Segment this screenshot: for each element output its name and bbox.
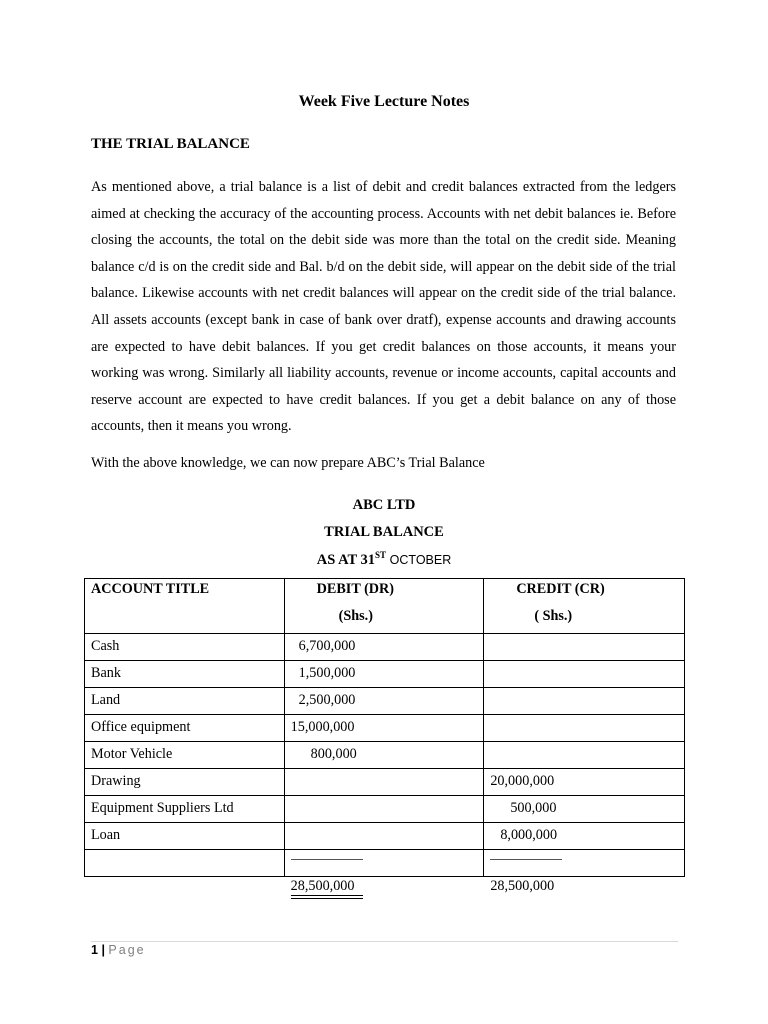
header-credit-unit: ( Shs.) (534, 608, 573, 624)
account-cell: Bank (85, 661, 285, 688)
credit-cell (484, 661, 685, 688)
debit-cell (284, 823, 484, 850)
table-row (85, 796, 685, 823)
total-rule (490, 859, 562, 860)
debit-total-cell (284, 850, 484, 894)
page-number: 1 (91, 943, 98, 957)
credit-cell: 8,000,000 (484, 823, 685, 850)
header-debit-unit: (Shs.) (338, 608, 373, 624)
trial-balance-table (84, 578, 685, 894)
section-heading: THE TRIAL BALANCE (91, 136, 250, 152)
debit-cell: 1,500,000 (284, 661, 484, 688)
statement-date (0, 550, 768, 569)
table-row (85, 661, 685, 688)
debit-cell (284, 796, 484, 823)
totals-row (85, 850, 685, 877)
account-cell: Loan (85, 823, 285, 850)
company-name: ABC LTD (352, 497, 416, 513)
debit-cell: 15,000,000 (284, 715, 484, 742)
credit-cell (484, 688, 685, 715)
debit-cell: 6,700,000 (284, 634, 484, 661)
page-label: Page (108, 943, 146, 957)
credit-cell (484, 742, 685, 769)
double-underline (291, 895, 363, 899)
page-title: Week Five Lecture Notes (298, 93, 470, 110)
account-cell: Land (85, 688, 285, 715)
header-debit: DEBIT (DR) (Shs.) (284, 579, 484, 634)
totals-label-cell (85, 850, 285, 877)
account-cell: Cash (85, 634, 285, 661)
debit-cell (284, 769, 484, 796)
credit-cell: 500,000 (484, 796, 685, 823)
debit-total: 28,500,000 (290, 878, 355, 894)
credit-cell (484, 634, 685, 661)
table-row (85, 715, 685, 742)
account-cell: Drawing (85, 769, 285, 796)
credit-cell (484, 715, 685, 742)
footer-separator: | (101, 943, 105, 957)
intro-line: With the above knowledge, we can now prepare ABC’s Trial Balance (91, 455, 485, 471)
debit-cell: 2,500,000 (284, 688, 484, 715)
table-row (85, 769, 685, 796)
page-footer (91, 943, 146, 957)
statement-name: TRIAL BALANCE (324, 524, 444, 540)
as-at-sup: ST (375, 550, 387, 560)
table-row (85, 688, 685, 715)
table-row (85, 823, 685, 850)
table-header-row (85, 579, 685, 634)
as-at-prefix: AS AT 31 (316, 552, 376, 568)
body-paragraph: As mentioned above, a trial balance is a list of debit and credit balances extracted from the ledgers aimed at checking the accuracy of the accounting process. Accounts with net debit balances ie. Before closing the accounts, the total on the debit side was more than the total on the credit side. Meaning balance c/d is on the credit side and Bal. b/d on the debit side, will appear on the debit side of the trial balance. Likewise accounts with net credit balances will appear on the credit side of the trial balance. All assets accounts (except bank in case of bank over dratf), expense accounts and drawing accounts are expected to have debit balances. If you get credit balances on those accounts, it means your working was wrong. Similarly all liability accounts, revenue or income accounts, capital accounts and reserve account are expected to have credit balances. If you get a debit balance on any of those accounts, then it means you wrong. (91, 179, 676, 435)
credit-total-cell (484, 850, 685, 894)
total-rule (291, 859, 363, 860)
header-credit: CREDIT (CR) ( Shs.) (484, 579, 685, 634)
credit-total: 28,500,000 (490, 878, 555, 894)
credit-cell: 20,000,000 (484, 769, 685, 796)
as-at-month: OCTOBER (389, 553, 452, 567)
account-cell: Motor Vehicle (85, 742, 285, 769)
debit-cell: 800,000 (284, 742, 484, 769)
account-cell: Office equipment (85, 715, 285, 742)
footer-divider (91, 941, 678, 942)
table-row (85, 634, 685, 661)
table-row (85, 742, 685, 769)
account-cell: Equipment Suppliers Ltd (85, 796, 285, 823)
header-account-title: ACCOUNT TITLE (85, 579, 285, 634)
